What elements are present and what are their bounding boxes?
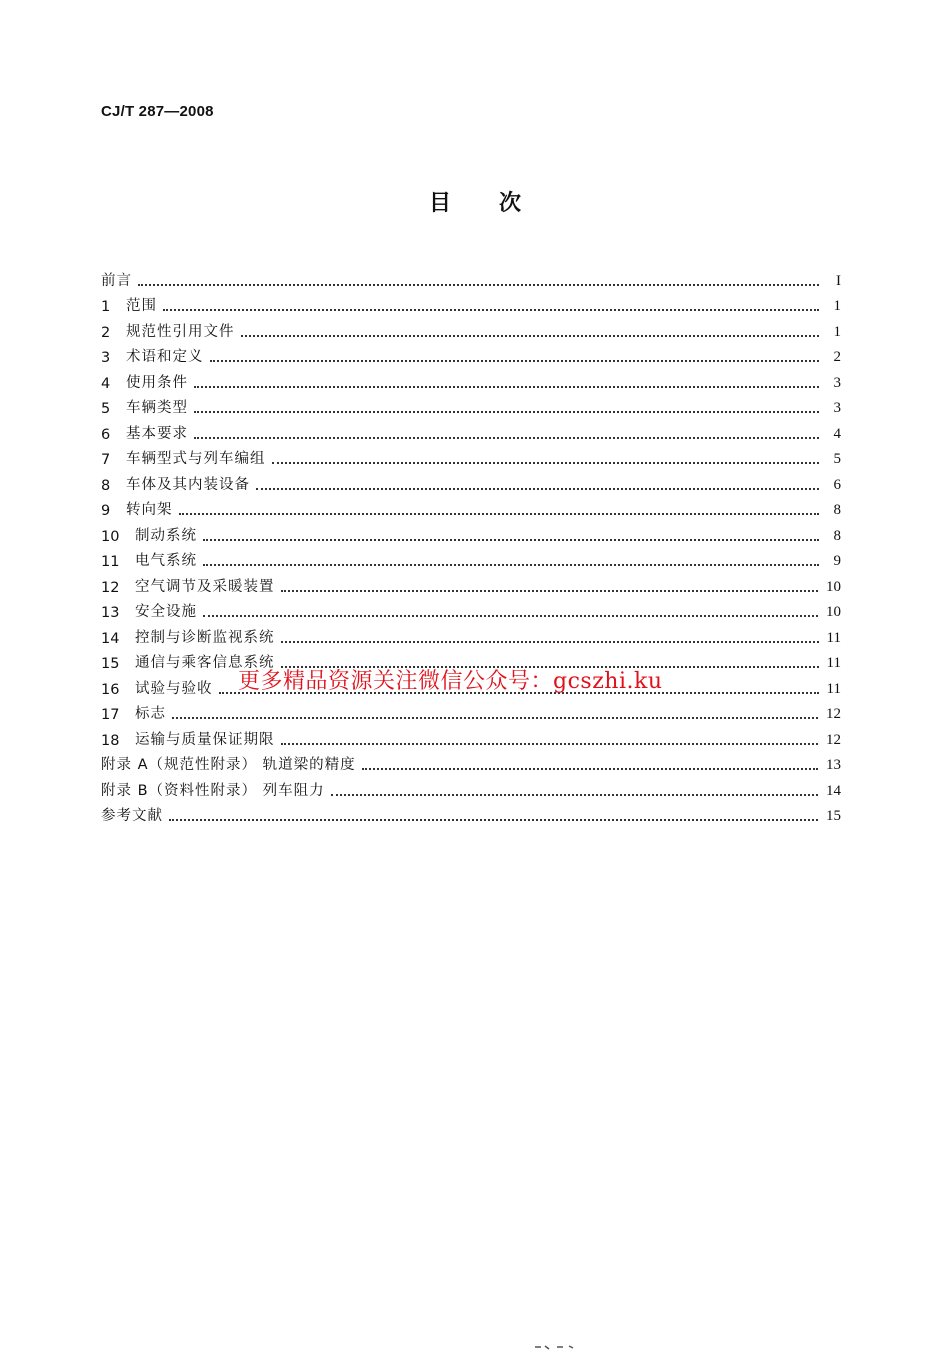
toc-entry-page: 5 <box>833 451 841 467</box>
toc-entry[interactable] <box>101 698 841 724</box>
toc-entry-label: 规范性引用文件 <box>126 323 235 340</box>
toc-entry-number: 11 <box>101 554 120 570</box>
toc-entry-page: 4 <box>833 425 841 442</box>
toc-entry-number: 1 <box>101 299 111 315</box>
toc-leader-dots <box>179 513 820 515</box>
toc-entry[interactable] <box>101 290 841 316</box>
toc-entry-number: 8 <box>101 477 111 494</box>
toc-entry-number: 3 <box>101 350 111 366</box>
toc-entry[interactable] <box>101 443 841 469</box>
toc-entry-page: 3 <box>833 374 841 391</box>
table-of-contents <box>101 264 841 825</box>
toc-title: 目次 <box>428 191 569 216</box>
toc-entry-number: 7 <box>101 452 111 468</box>
toc-entry[interactable] <box>101 366 841 392</box>
toc-entry-label: 制动系统 <box>135 527 197 544</box>
toc-entry-label: 基本要求 <box>126 425 188 442</box>
toc-entry-label: 电气系统 <box>135 553 197 569</box>
toc-leader-dots <box>169 819 818 821</box>
toc-entry-page: 11 <box>826 680 841 697</box>
toc-entry[interactable] <box>101 264 841 290</box>
toc-entry-number: 14 <box>101 630 120 647</box>
toc-entry-number: 9 <box>101 503 111 519</box>
toc-entry-label: 试验与验收 <box>135 680 213 697</box>
toc-leader-dots <box>138 284 819 286</box>
toc-leader-dots <box>203 615 818 617</box>
toc-entry-label: 参考文献 <box>101 808 163 824</box>
toc-entry-page: 10 <box>826 578 841 595</box>
toc-leader-dots <box>272 462 820 464</box>
toc-leader-dots <box>194 386 819 388</box>
toc-entry-label: 运输与质量保证期限 <box>135 731 275 748</box>
toc-leader-dots <box>203 564 819 566</box>
toc-entry-label: 术语和定义 <box>126 349 204 365</box>
toc-entry[interactable] <box>101 468 841 494</box>
toc-entry-page: 1 <box>833 298 841 314</box>
toc-entry-page: 11 <box>826 655 841 671</box>
toc-entry[interactable] <box>101 723 841 749</box>
toc-leader-dots <box>256 488 819 490</box>
toc-entry-label: 车辆类型 <box>126 400 188 416</box>
toc-leader-dots <box>281 641 819 643</box>
toc-entry-page: 12 <box>826 706 841 722</box>
toc-entry-number: 18 <box>101 732 120 749</box>
toc-entry-page: 14 <box>826 782 841 799</box>
document-code: CJ/T 287—2008 <box>101 103 214 120</box>
toc-leader-dots <box>362 768 818 770</box>
toc-entry-page: 12 <box>826 731 841 748</box>
toc-entry[interactable] <box>101 800 841 826</box>
toc-entry-page: 10 <box>826 604 841 620</box>
toc-leader-dots <box>331 794 818 796</box>
toc-leader-dots <box>203 539 819 541</box>
toc-entry[interactable] <box>101 596 841 622</box>
toc-entry-page: 13 <box>826 757 841 773</box>
toc-entry[interactable] <box>101 621 841 647</box>
toc-entry-number: 4 <box>101 375 111 392</box>
toc-entry-number: 2 <box>101 324 111 341</box>
toc-entry-label: 范围 <box>126 298 157 314</box>
toc-entry-label: 标志 <box>135 706 166 722</box>
toc-entry-page: 2 <box>833 349 841 365</box>
toc-entry-number: 16 <box>101 681 120 698</box>
toc-entry[interactable] <box>101 417 841 443</box>
toc-entry-number: 5 <box>101 401 111 417</box>
toc-entry-page: 8 <box>833 527 841 544</box>
toc-entry-label: 控制与诊断监视系统 <box>135 629 275 646</box>
toc-leader-dots <box>194 437 819 439</box>
toc-entry-label: 转向架 <box>126 502 173 518</box>
toc-entry[interactable] <box>101 570 841 596</box>
toc-leader-dots <box>241 335 820 337</box>
toc-entry-label: 前言 <box>101 272 132 289</box>
toc-entry[interactable] <box>101 341 841 367</box>
toc-entry-page: 9 <box>833 553 841 569</box>
toc-entry-label: 车辆型式与列车编组 <box>126 451 266 467</box>
toc-entry-label: 附录 A（规范性附录） 轨道梁的精度 <box>101 757 356 773</box>
toc-entry-label: 车体及其内装设备 <box>126 476 250 493</box>
toc-entry-number: 6 <box>101 426 111 443</box>
toc-leader-dots <box>194 411 819 413</box>
toc-leader-dots <box>172 717 818 719</box>
toc-entry-page: 3 <box>833 400 841 416</box>
toc-leader-dots <box>281 590 819 592</box>
toc-entry-number: 15 <box>101 656 120 672</box>
toc-entry-page: 1 <box>833 323 841 340</box>
toc-entry-number: 12 <box>101 579 120 596</box>
toc-entry[interactable] <box>101 315 841 341</box>
toc-entry[interactable] <box>101 519 841 545</box>
toc-entry[interactable] <box>101 545 841 571</box>
toc-leader-dots <box>210 360 820 362</box>
toc-entry[interactable] <box>101 494 841 520</box>
page-footer-mark <box>527 1340 587 1352</box>
toc-entry[interactable] <box>101 392 841 418</box>
toc-entry-page: 11 <box>826 629 841 646</box>
toc-entry-label: 使用条件 <box>126 374 188 391</box>
watermark-text: 更多精品资源关注微信公众号：gcszhi.ku <box>238 669 663 694</box>
toc-leader-dots <box>163 309 819 311</box>
toc-entry-label: 空气调节及采暖装置 <box>135 578 275 595</box>
toc-leader-dots <box>281 743 819 745</box>
toc-entry-number: 17 <box>101 707 120 723</box>
toc-entry-page: 6 <box>833 476 841 493</box>
toc-entry-label: 附录 B（资料性附录） 列车阻力 <box>101 782 325 799</box>
toc-entry-page: 8 <box>833 502 841 518</box>
toc-entry[interactable] <box>101 749 841 775</box>
toc-entry-label: 通信与乘客信息系统 <box>135 655 275 671</box>
toc-entry[interactable] <box>101 774 841 800</box>
toc-entry-page: 15 <box>826 808 841 824</box>
toc-entry-number: 13 <box>101 605 120 621</box>
toc-entry-number: 10 <box>101 528 120 545</box>
toc-entry-page: I <box>836 272 841 289</box>
toc-entry-label: 安全设施 <box>135 604 197 620</box>
